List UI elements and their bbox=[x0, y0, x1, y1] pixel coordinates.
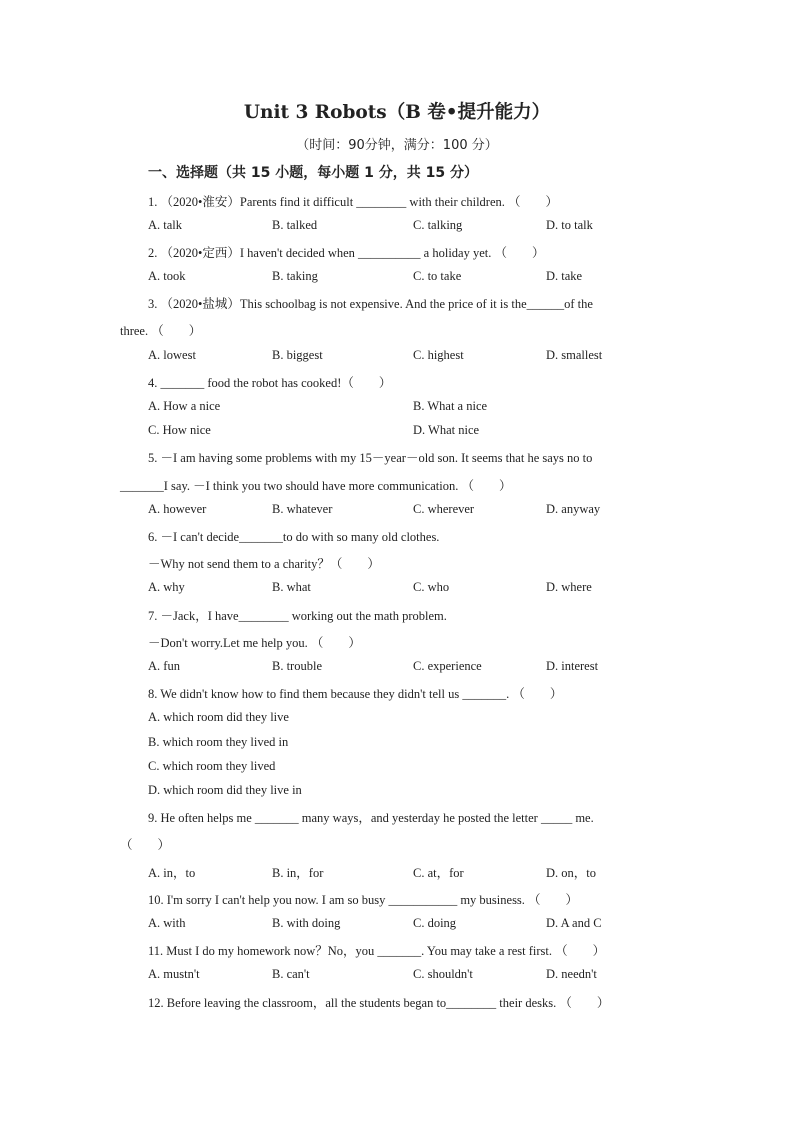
question-7-option-c: C. experience bbox=[413, 659, 482, 673]
question-5-option-d: D. anyway bbox=[546, 502, 601, 516]
question-11-option-a: A. mustn't bbox=[148, 967, 200, 981]
question-5-stem-cont: _______I say. －I think you two should have more communication. （ ） bbox=[120, 479, 512, 493]
question-7-stem: 7. －Jack，I have________ working out the math problem. bbox=[148, 609, 447, 623]
question-1-option-b: B. talked bbox=[272, 218, 318, 232]
question-1-stem: 1. （2020•淮安）Parents find it difficult ________ with their children. （ ） bbox=[148, 195, 559, 209]
exam-info: （时间：90分钟，满分：100 分） bbox=[296, 138, 498, 153]
question-10-option-d: D. A and C bbox=[546, 916, 602, 930]
question-5-option-c: C. wherever bbox=[413, 502, 475, 516]
question-7-option-b: B. trouble bbox=[272, 659, 322, 673]
question-4-option-d: D. What nice bbox=[413, 423, 480, 437]
question-6-option-c: C. who bbox=[413, 580, 450, 594]
question-3-stem: 3. （2020•盐城）This schoolbag is not expensive. And the price of it is the______of the bbox=[148, 297, 593, 311]
question-7-option-a: A. fun bbox=[148, 659, 180, 673]
question-4-stem: 4. _______ food the robot has cooked!（ ） bbox=[148, 376, 392, 390]
question-3-option-c: C. highest bbox=[413, 348, 464, 362]
question-11-option-b: B. can't bbox=[272, 967, 310, 981]
question-11-stem: 11. Must I do my homework now？No，you _______. You may take a rest first. （ ） bbox=[148, 944, 606, 958]
question-1-option-d: D. to talk bbox=[546, 218, 593, 232]
question-9-stem-cont: （ ） bbox=[120, 838, 171, 852]
question-7-option-d: D. interest bbox=[546, 659, 599, 673]
question-1-option-a: A. talk bbox=[148, 218, 183, 232]
question-2-option-a: A. took bbox=[148, 269, 186, 283]
question-2-option-c: C. to take bbox=[413, 269, 462, 283]
question-2-option-d: D. take bbox=[546, 269, 583, 283]
question-3-stem-cont: three. （ ） bbox=[120, 324, 202, 338]
question-9-stem: 9. He often helps me _______ many ways，and yesterday he posted the letter _____ me. bbox=[148, 811, 594, 825]
question-3-option-d: D. smallest bbox=[546, 348, 603, 362]
question-4-option-a: A. How a nice bbox=[148, 399, 221, 413]
question-8-option-a: A. which room did they live bbox=[148, 710, 289, 724]
question-6-stem: 6. －I can't decide_______to do with so many old clothes. bbox=[148, 530, 440, 544]
question-8-option-d: D. which room did they live in bbox=[148, 783, 302, 797]
question-10-option-a: A. with bbox=[148, 916, 186, 930]
question-6-option-d: D. where bbox=[546, 580, 592, 594]
question-4-option-c: C. How nice bbox=[148, 423, 211, 437]
question-5-option-b: B. whatever bbox=[272, 502, 333, 516]
question-8-option-c: C. which room they lived bbox=[148, 759, 276, 773]
question-2-stem: 2. （2020•定西）I haven't decided when __________ a holiday yet. （ ） bbox=[148, 246, 545, 260]
question-6-stem-cont: －Why not send them to a charity？（ ） bbox=[148, 557, 380, 571]
question-10-stem: 10. I'm sorry I can't help you now. I am so busy ___________ my business. （ ） bbox=[148, 893, 579, 907]
question-5-option-a: A. however bbox=[148, 502, 207, 516]
question-7-stem-cont: －Don't worry.Let me help you. （ ） bbox=[148, 636, 361, 650]
question-9-option-b: B. in，for bbox=[272, 866, 324, 880]
page-title: Unit 3 Robots（B 卷•提升能力） bbox=[243, 102, 551, 123]
question-8-option-b: B. which room they lived in bbox=[148, 735, 289, 749]
question-11-option-d: D. needn't bbox=[546, 967, 597, 981]
question-9-option-c: C. at，for bbox=[413, 866, 464, 880]
question-10-option-c: C. doing bbox=[413, 916, 457, 930]
question-5-stem: 5. －I am having some problems with my 15－year－old son. It seems that he says no to bbox=[148, 451, 593, 465]
question-10-option-b: B. with doing bbox=[272, 916, 341, 930]
section-heading: 一、选择题（共 15 小题，每小题 1 分，共 15 分） bbox=[148, 165, 478, 181]
question-2-option-b: B. taking bbox=[272, 269, 318, 283]
question-4-option-b: B. What a nice bbox=[413, 399, 488, 413]
question-3-option-a: A. lowest bbox=[148, 348, 196, 362]
question-6-option-b: B. what bbox=[272, 580, 311, 594]
question-1-option-c: C. talking bbox=[413, 218, 463, 232]
question-3-option-b: B. biggest bbox=[272, 348, 323, 362]
question-11-option-c: C. shouldn't bbox=[413, 967, 473, 981]
question-9-option-d: D. on，to bbox=[546, 866, 597, 880]
question-6-option-a: A. why bbox=[148, 580, 185, 594]
question-9-option-a: A. in，to bbox=[148, 866, 196, 880]
question-8-stem: 8. We didn't know how to find them because they didn't tell us _______. （ ） bbox=[148, 687, 563, 701]
question-12-stem: 12. Before leaving the classroom，all the students began to________ their desks. （ ） bbox=[148, 996, 610, 1010]
